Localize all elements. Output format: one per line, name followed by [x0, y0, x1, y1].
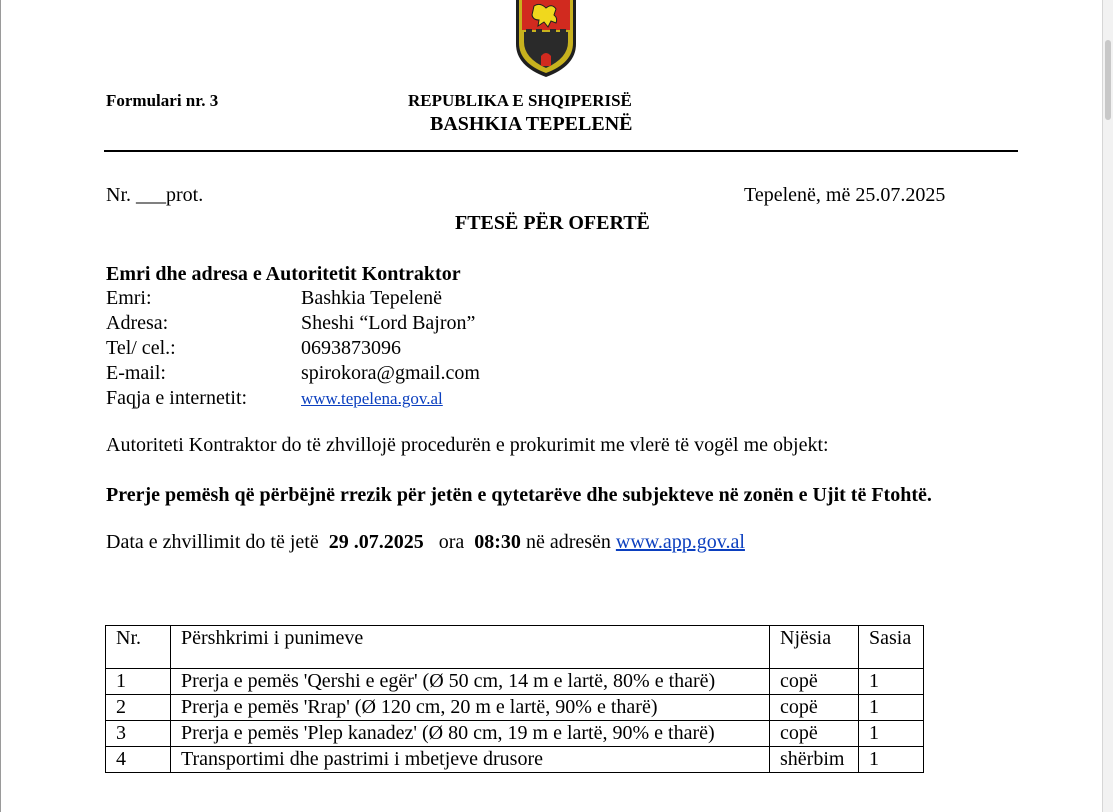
schedule-prefix: Data e zhvillimit do të jetë	[106, 531, 329, 553]
table-row	[106, 747, 924, 773]
cell-quantity: 1	[859, 669, 924, 695]
website-link[interactable]: www.tepelena.gov.al	[301, 389, 443, 408]
cell-description: Prerja e pemës 'Plep kanadez' (Ø 80 cm, 19 m e lartë, 90% e tharë)	[171, 721, 770, 747]
cell-unit: copë	[770, 721, 859, 747]
table-row	[106, 695, 924, 721]
cell-quantity: 1	[859, 695, 924, 721]
table-row	[106, 721, 924, 747]
form-number: Formulari nr. 3	[106, 91, 219, 110]
protocol-number: Nr. ___prot.	[106, 184, 204, 206]
cell-number: 2	[106, 695, 171, 721]
field-label-website: Faqja e internetit:	[106, 387, 248, 409]
cell-description: Prerja e pemës 'Qershi e egër' (Ø 50 cm, 14 m e lartë, 80% e tharë)	[171, 669, 770, 695]
cell-number: 3	[106, 721, 171, 747]
column-header-quantity: Sasia	[859, 626, 924, 669]
schedule-line	[106, 531, 745, 554]
procurement-subject: Prerje pemësh që përbëjnë rrezik për jetën e qytetarëve dhe subjekteve në zonën e Ujit të Ftohtë.	[106, 484, 932, 506]
works-table	[105, 625, 924, 773]
header-divider	[104, 150, 1018, 152]
field-label-name: Emri:	[106, 287, 152, 309]
field-value-name: Bashkia Tepelenë	[301, 287, 442, 309]
scrollbar-thumb[interactable]	[1105, 40, 1111, 120]
cell-number: 4	[106, 747, 171, 773]
cell-unit: copë	[770, 695, 859, 721]
cell-unit: copë	[770, 669, 859, 695]
schedule-date: 29 .07.2025	[328, 531, 424, 553]
field-label-email: E-mail:	[106, 362, 166, 384]
field-label-address: Adresa:	[106, 312, 169, 334]
authority-heading: Emri dhe adresa e Autoritetit Kontraktor	[106, 263, 461, 285]
procedure-intro: Autoriteti Kontraktor do të zhvillojë procedurën e prokurimit me vlerë të vogël me objekt:	[106, 434, 829, 456]
municipality-heading: BASHKIA TEPELENË	[430, 113, 633, 135]
schedule-middle: ora	[423, 531, 475, 553]
page-edge	[0, 0, 1, 812]
column-header-description: Përshkrimi i punimeve	[171, 626, 770, 669]
schedule-time: 08:30	[474, 531, 521, 553]
cell-description: Prerja e pemës 'Rrap' (Ø 120 cm, 20 m e lartë, 90% e tharë)	[171, 695, 770, 721]
place-date: Tepelenë, më 25.07.2025	[744, 184, 946, 206]
table-row	[106, 669, 924, 695]
cell-unit: shërbim	[770, 747, 859, 773]
field-label-phone: Tel/ cel.:	[106, 337, 176, 359]
cell-number: 1	[106, 669, 171, 695]
cell-quantity: 1	[859, 721, 924, 747]
document-title: FTESË PËR OFERTË	[455, 212, 650, 234]
field-value-phone: 0693873096	[301, 337, 401, 359]
cell-quantity: 1	[859, 747, 924, 773]
cell-description: Transportimi dhe pastrimi i mbetjeve drusore	[171, 747, 770, 773]
vertical-scrollbar[interactable]	[1102, 0, 1113, 812]
field-value-email: spirokora@gmail.com	[301, 362, 480, 384]
table-header-row	[106, 626, 924, 669]
column-header-unit: Njësia	[770, 626, 859, 669]
column-header-number: Nr.	[106, 626, 171, 669]
field-value-address: Sheshi “Lord Bajron”	[301, 312, 476, 334]
schedule-suffix: në adresën	[520, 531, 616, 553]
republic-heading: REPUBLIKA E SHQIPERISË	[408, 91, 632, 110]
coat-of-arms-emblem	[514, 0, 578, 78]
app-portal-link[interactable]: www.app.gov.al	[615, 531, 745, 553]
